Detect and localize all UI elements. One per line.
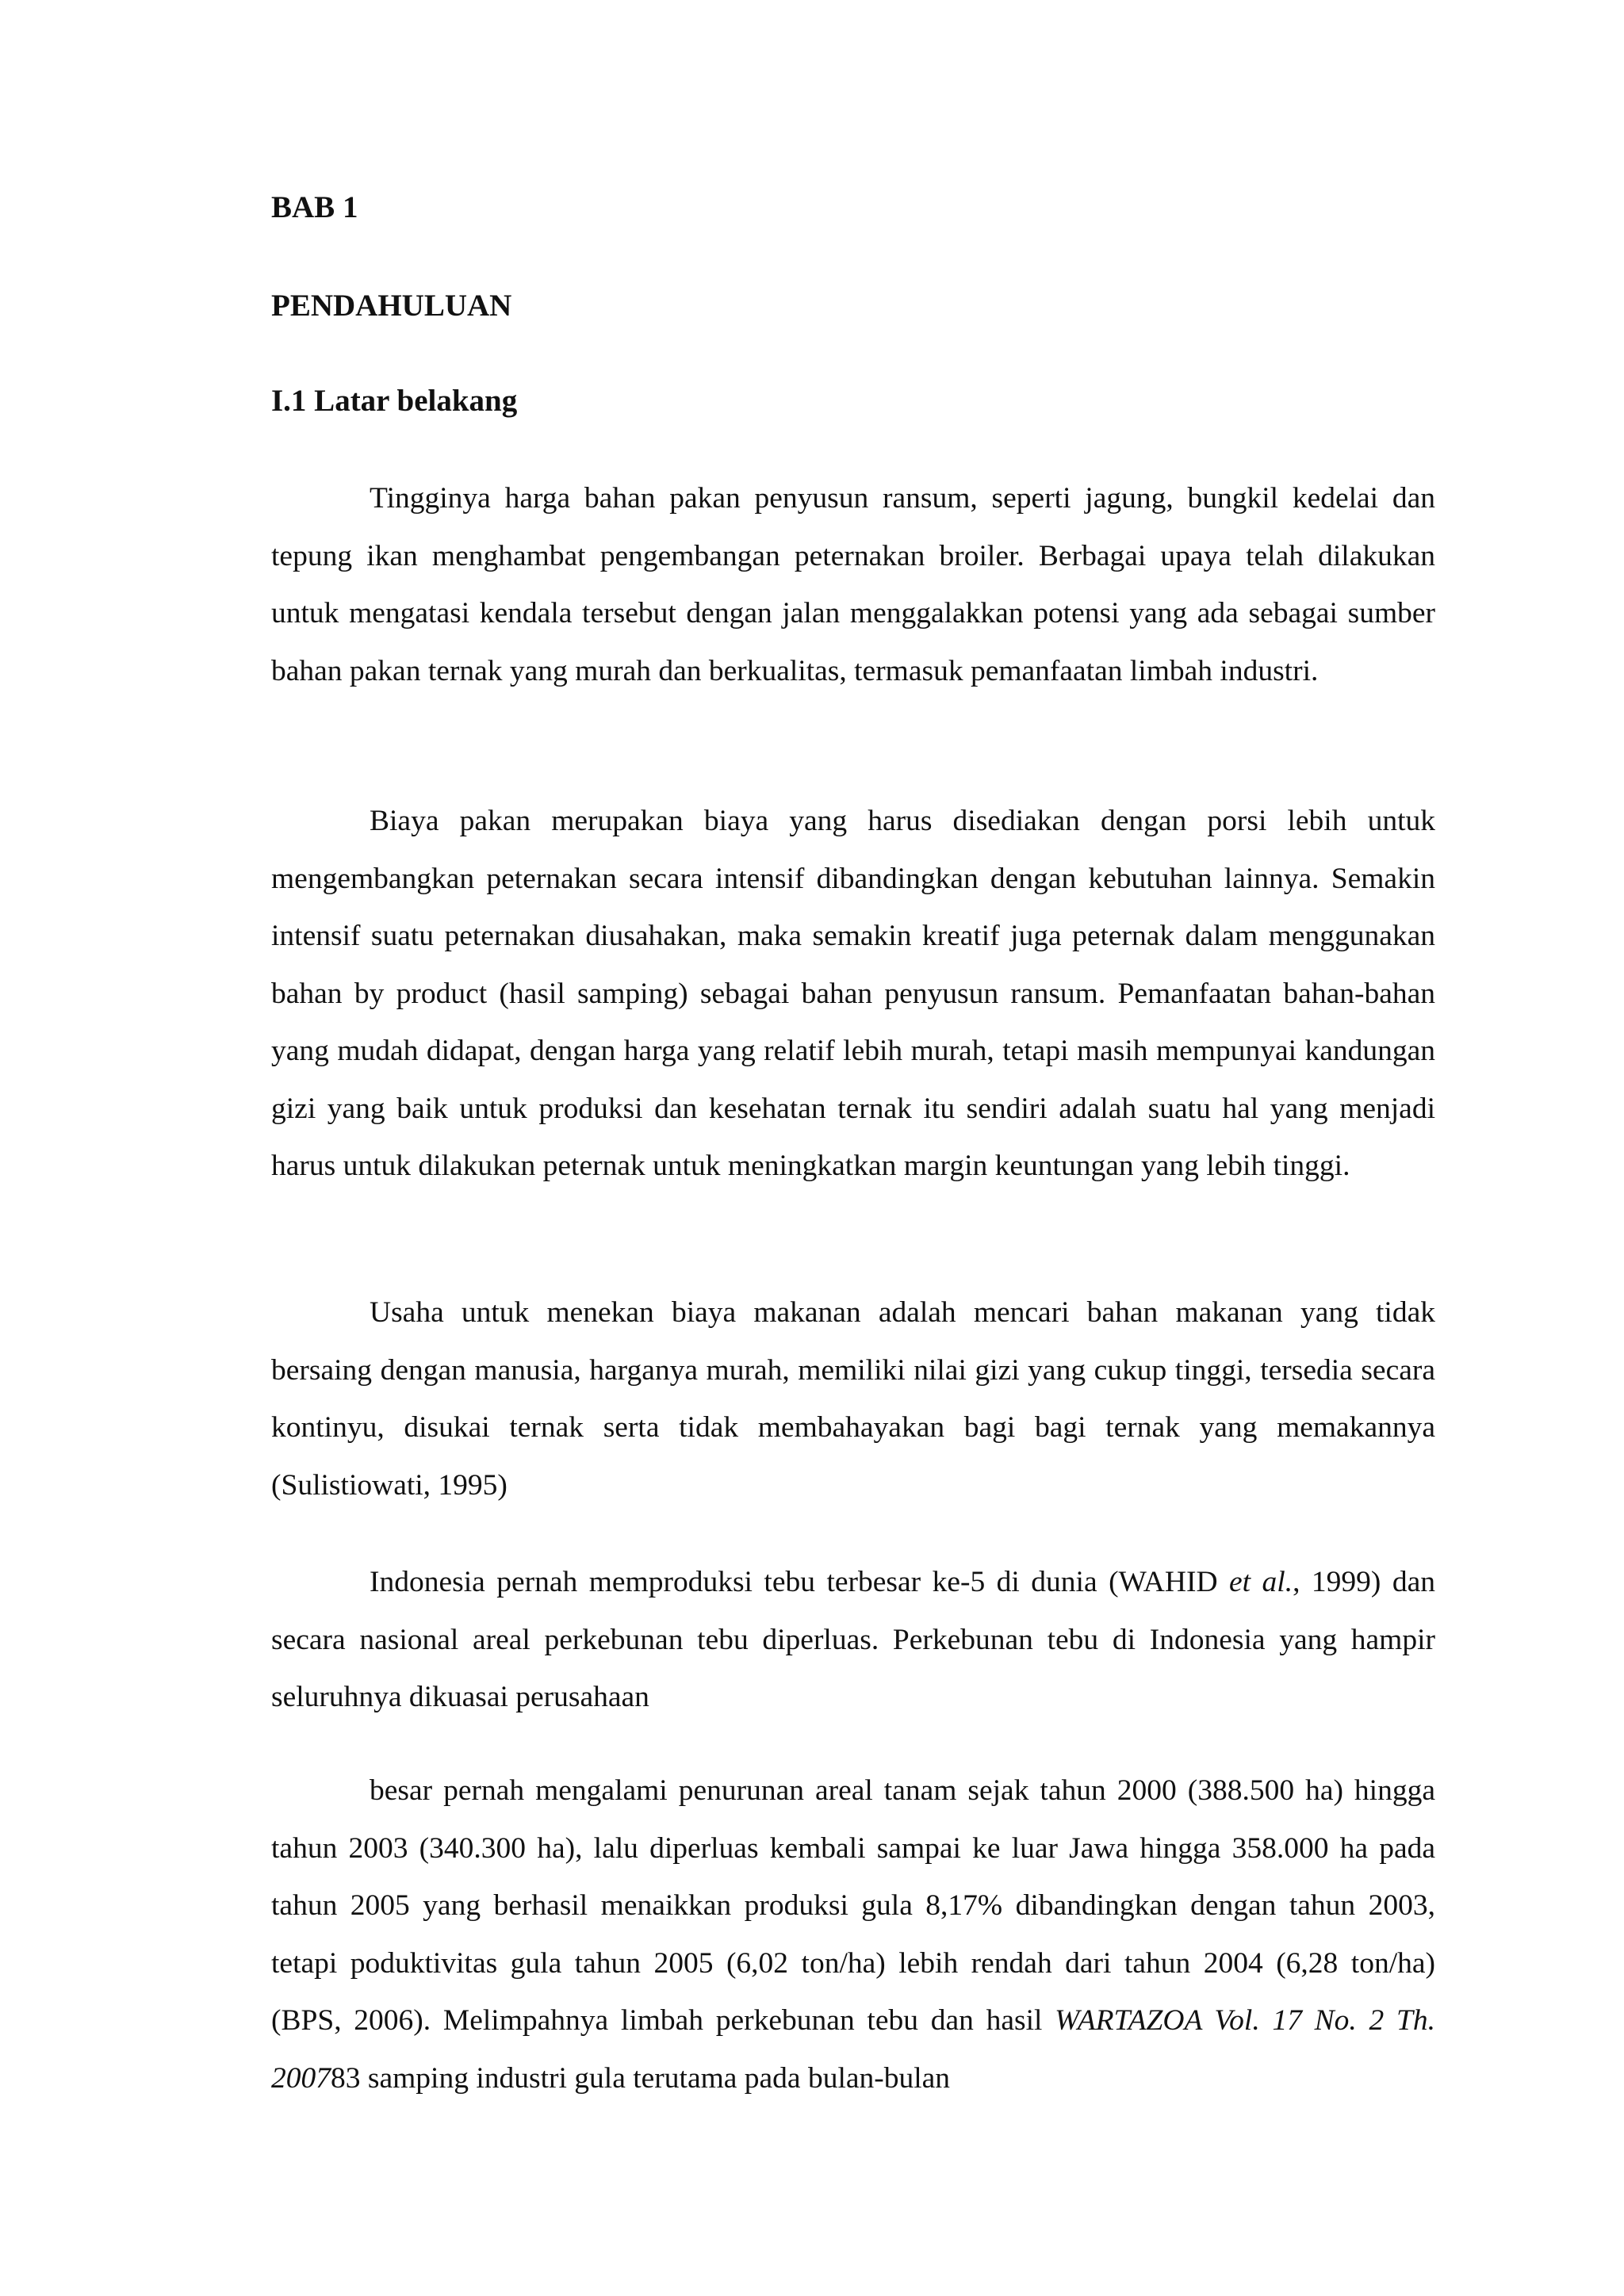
paragraph-5-text: besar pernah mengalami penurunan areal tanam sejak tahun 2000 (388.500 ha) hingga tahun 2003 (340.300 ha), lalu diperluas kembali sampai ke luar Jawa hingga 358.000 ha pada tahun 2005 yang berhasil menaikkan produksi gula 8,17% dibandingkan dengan tahun 2003, tetapi poduktivitas gula tahun 2005 (6,02 ton/ha) lebih rendah dari tahun 2004 (6,28 ton/ha) (BPS, 2006). Melimpahnya limbah perkebunan tebu dan hasil	[271, 1774, 1435, 2037]
paragraph-2	[271, 793, 1435, 1196]
paragraph-4-text-start: Indonesia pernah memproduksi tebu terbesar ke-5 di dunia (WAHID	[370, 1566, 1229, 1598]
chapter-number: BAB 1	[271, 190, 358, 224]
paragraph-3-text: Usaha untuk menekan biaya makanan adalah mencari bahan makanan yang tidak bersaing dengan manusia, harganya murah, memiliki nilai gizi yang cukup tinggi, tersedia secara kontinyu, disukai ternak serta tidak membahayakan bagi bagi ternak yang memakannya (Sulistiowati, 1995)	[271, 1296, 1435, 1502]
paragraph-3	[271, 1284, 1435, 1514]
paragraph-5-text-end: 83 samping industri gula terutama pada bulan-bulan	[331, 2061, 951, 2095]
paragraph-4-text-end: , 1999) dan secara nasional areal perkebunan tebu diperluas. Perkebunan tebu di Indonesia yang hampir seluruhnya dikuasai perusahaan	[271, 1566, 1436, 1713]
journal-citation: WARTAZOA Vol. 17 No. 2 Th. 2007	[271, 2004, 1435, 2095]
chapter-title: PENDAHULUAN	[271, 289, 512, 323]
paragraph-2-text: Biaya pakan merupakan biaya yang harus disediakan dengan porsi lebih untuk mengembangkan peternakan secara intensif dibandingkan dengan kebutuhan lainnya. Semakin intensif suatu peternakan diusahakan, maka semakin kreatif juga peternak dalam menggunakan bahan by product (hasil samping) sebagai bahan penyusun ransum. Pemanfaatan bahan-bahan yang mudah didapat, dengan harga yang relatif lebih murah, tetapi masih mempunyai kandungan gizi yang baik untuk produksi dan kesehatan ternak itu sendiri adalah suatu hal yang menjadi harus untuk dilakukan peternak untuk meningkatkan margin keuntungan yang lebih tinggi.	[271, 805, 1435, 1182]
paragraph-1	[271, 470, 1435, 700]
paragraph-4	[271, 1554, 1435, 1727]
paragraph-1-text: Tingginya harga bahan pakan penyusun ransum, seperti jagung, bungkil kedelai dan tepung ikan menghambat pengembangan peternakan broiler. Berbagai upaya telah dilakukan untuk mengatasi kendala tersebut dengan jalan menggalakkan potensi yang ada sebagai sumber bahan pakan ternak yang murah dan berkualitas, termasuk pemanfaatan limbah industri.	[271, 482, 1435, 687]
section-title: I.1 Latar belakang	[271, 384, 518, 418]
paragraph-4-italic: et al.	[1229, 1566, 1293, 1598]
paragraph-5	[271, 1762, 1435, 2107]
